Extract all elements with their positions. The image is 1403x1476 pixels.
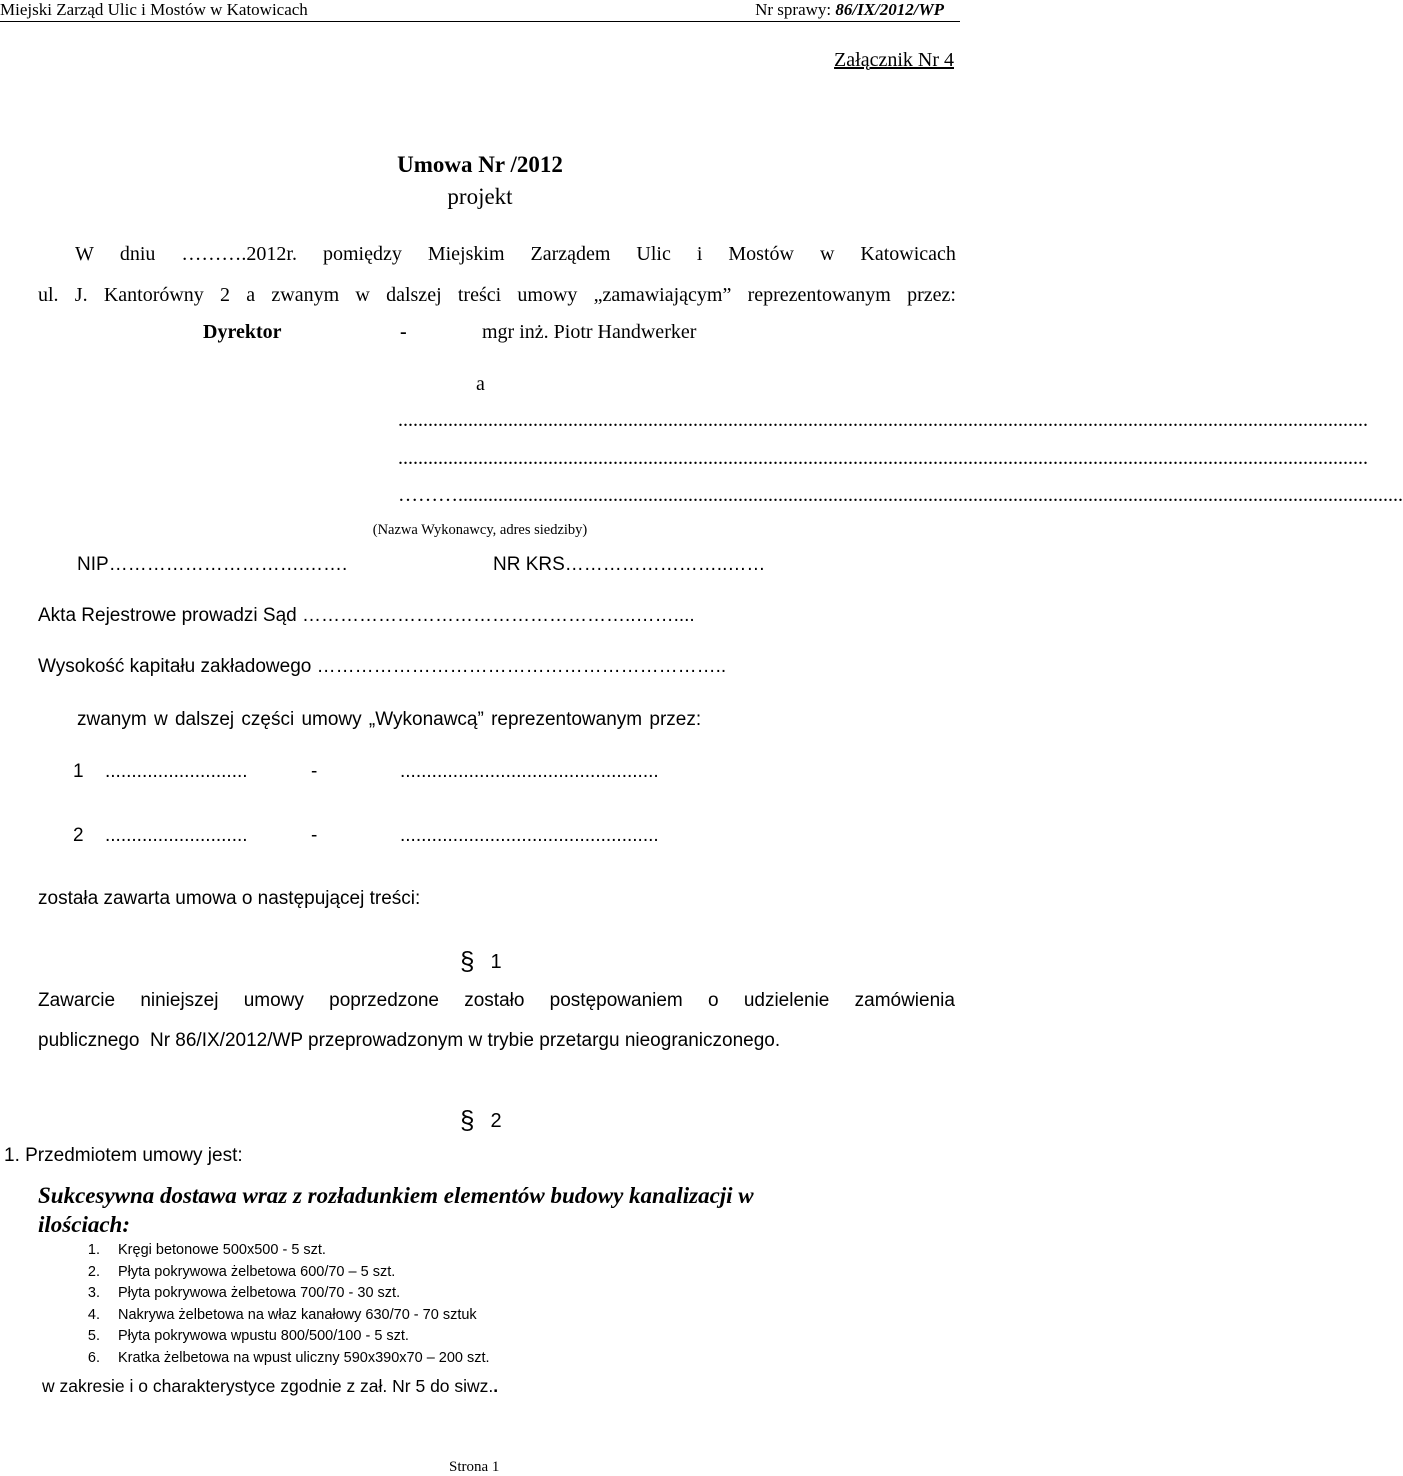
rep-name: ........................... (105, 825, 248, 846)
header-rule (0, 21, 960, 22)
section-1-line-1 (38, 990, 955, 1012)
krs-row (493, 554, 765, 576)
intro-word: Miejskim (427, 243, 505, 265)
intro-word: Ulic (636, 243, 671, 265)
intro-word: J. (74, 284, 88, 306)
case-number-value: 86/IX/2012/WP (835, 0, 944, 19)
intro-word: „zamawiającym” (593, 284, 732, 306)
list-item-text: Kręgi betonowe 500x500 - 5 szt. (118, 1242, 326, 1258)
intro-line-2 (38, 284, 956, 307)
section-2-heading (460, 1105, 502, 1136)
paragraph-sign: § (460, 1105, 475, 1135)
page-number: Strona 1 (449, 1459, 500, 1475)
list-item-number: 2. (87, 1264, 100, 1280)
conjunction: a (476, 373, 485, 395)
list-item-number: 3. (87, 1285, 100, 1301)
list-item-number: 4. (87, 1307, 100, 1323)
intro-word: ……….2012r. (181, 243, 297, 265)
scope-text: w zakresie i o charakterystyce zgodnie z zał. Nr 5 do siwz. (42, 1376, 494, 1396)
section-1-word: umowy (243, 990, 304, 1011)
contractor-intro: zwanym w dalszej części umowy „Wykonawcą” reprezentowanym przez: (77, 709, 702, 730)
intro-word: i (696, 243, 703, 265)
contract-subtitle: projekt (447, 184, 513, 209)
intro-word: ul. (38, 284, 59, 306)
case-number-label: Nr sprawy: (755, 0, 836, 19)
list-item-number: 1. (87, 1242, 100, 1258)
section-number: 2 (490, 1110, 502, 1132)
list-item-text: Kratka żelbetowa na wpust uliczny 590x390x70 – 200 szt. (118, 1350, 490, 1366)
paragraph-sign: § (460, 946, 475, 976)
subject-label: 1. Przedmiotem umowy jest: (4, 1145, 243, 1166)
krs-label: NR KRS (493, 554, 565, 575)
subject-title-line-2: ilościach: (38, 1212, 130, 1237)
intro-word: w (819, 243, 835, 265)
rep-dash: - (311, 825, 318, 846)
contract-title: Umowa Nr /2012 (397, 152, 563, 177)
intro-word: zwanym (271, 284, 340, 306)
court-value: ……………………………………………..…….... (302, 605, 695, 626)
capital-label: Wysokość kapitału zakładowego (38, 656, 312, 677)
section-1-word: Zawarcie (38, 990, 116, 1011)
section-1-word: postępowaniem (549, 990, 683, 1011)
representative-name: mgr inż. Piotr Handwerker (482, 321, 697, 343)
scope-statement (42, 1376, 498, 1397)
section-1-line-2: publicznego Nr 86/IX/2012/WP przeprowadzonym w trybie przetargu nieograniczonego. (38, 1030, 781, 1051)
attachment-label: Załącznik Nr 4 (834, 49, 954, 71)
rep-role: ................................................. (400, 761, 659, 782)
intro-word: reprezentowanym (747, 284, 891, 306)
intro-word: Katowicach (860, 243, 956, 265)
intro-word: 2 (220, 284, 231, 306)
contractor-line-3: ………............................................................................................................................................................................................. (398, 484, 1403, 506)
intro-word: dalszej (386, 284, 442, 306)
header-organization: Miejski Zarząd Ulic i Mostów w Katowicach (0, 0, 308, 19)
intro-word: w (355, 284, 370, 306)
intro-word: a (246, 284, 256, 306)
rep-number: 1 (73, 761, 84, 782)
capital-row (38, 656, 726, 678)
section-1-word: udzielenie (743, 990, 830, 1011)
section-1-word: o (708, 990, 719, 1011)
contractor-line-2: .................................................................................................................................................................................................. (398, 447, 1368, 469)
rep-number: 2 (73, 825, 84, 846)
list-item-text: Nakrywa żelbetowa na właz kanałowy 630/70 - 70 sztuk (118, 1307, 477, 1323)
section-number: 1 (490, 951, 502, 973)
intro-line-1 (75, 243, 956, 266)
nip-label: NIP (77, 554, 109, 575)
scope-period: . (493, 1376, 499, 1396)
concluded-statement: została zawarta umowa o następującej treści: (38, 888, 421, 909)
intro-word: pomiędzy (322, 243, 402, 265)
list-item-text: Płyta pokrywowa żelbetowa 700/70 - 30 szt. (118, 1285, 401, 1301)
contractor-caption: (Nazwa Wykonawcy, adres siedziby) (372, 522, 588, 538)
list-item-text: Płyta pokrywowa wpustu 800/500/100 - 5 szt. (118, 1328, 409, 1344)
section-1-word: zamówienia (854, 990, 955, 1011)
rep-row-1 (73, 761, 659, 783)
list-item-text: Płyta pokrywowa żelbetowa 600/70 – 5 szt. (118, 1264, 396, 1280)
nip-value: ………………………….……. (108, 554, 348, 575)
section-1-word: zostało (464, 990, 525, 1011)
intro-word: Kantorówny (103, 284, 204, 306)
court-row (38, 605, 695, 627)
list-item-number: 6. (87, 1350, 100, 1366)
krs-value: ……………………..…… (564, 554, 766, 575)
rep-role: ................................................. (400, 825, 659, 846)
court-label: Akta Rejestrowe prowadzi Sąd (38, 605, 297, 626)
section-1-word: poprzedzone (329, 990, 439, 1011)
representative-dash: - (400, 321, 407, 343)
list-item-number: 5. (87, 1328, 100, 1344)
rep-name: ........................... (105, 761, 248, 782)
intro-word: dniu (119, 243, 156, 265)
subject-title-line-1: Sukcesywna dostawa wraz z rozładunkiem elementów budowy kanalizacji w (38, 1183, 754, 1208)
intro-word: Zarządem (530, 243, 611, 265)
intro-word: umowy (517, 284, 578, 306)
rep-row-2 (73, 825, 659, 847)
contractor-line-1: .................................................................................................................................................................................................. (398, 409, 1368, 431)
rep-dash: - (311, 761, 318, 782)
intro-word: treści (457, 284, 502, 306)
section-1-heading (460, 946, 502, 977)
header-case-number (755, 0, 944, 20)
nip-row (77, 554, 347, 576)
intro-word: przez: (907, 284, 956, 306)
intro-word: W (75, 243, 94, 265)
section-1-word: niniejszej (140, 990, 219, 1011)
intro-word: Mostów (728, 243, 794, 265)
representative-role: Dyrektor (203, 321, 282, 343)
capital-value: ……………………………………………………….. (316, 656, 727, 677)
